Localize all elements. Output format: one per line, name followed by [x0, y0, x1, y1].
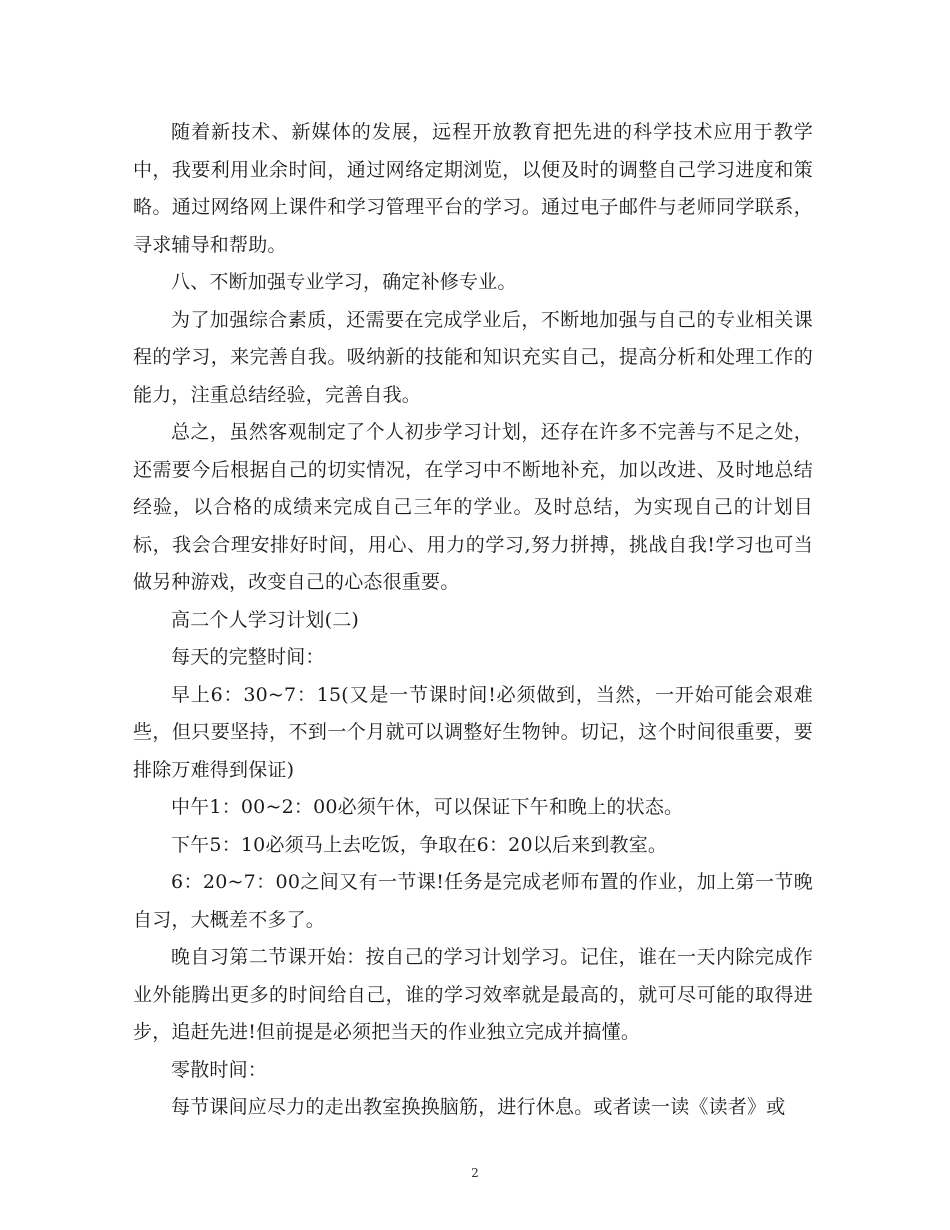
- paragraph-spare-time-heading: 零散时间：: [171, 1058, 268, 1081]
- paragraph-evening-self-study: 晚自习第二节课开始：按自己的学习计划学习。记住，谁在一天内除完成作业外能腾出更多的时间给自己，谁的学习效率就是最高的，就可尽可能的取得进步，追赶先进!但前提是必须把当天的作业独立完成并搞懂。: [133, 946, 813, 1043]
- paragraph-daily-time-heading: 每天的完整时间：: [171, 646, 325, 668]
- paragraph-plan-title: 高二个人学习计划(二): [171, 608, 360, 631]
- paragraph-evening-class: 6：20~7：00之间又有一节课!任务是完成老师布置的作业，加上第一节晚自习，大概差不多了。: [133, 871, 813, 931]
- document-body: [133, 114, 813, 1127]
- paragraph-afternoon: 下午5：10必须马上去吃饭，争取在6：20以后来到教室。: [171, 833, 668, 856]
- paragraph-heading-eight: 八、不断加强专业学习，确定补修专业。: [171, 271, 517, 293]
- paragraph-comprehensive-quality: 为了加强综合素质，还需要在完成学业后，不断地加强与自己的专业相关课程的学习，来完善自我。吸纳新的技能和知识充实自己，提高分析和处理工作的能力，注重总结经验，完善自我。: [133, 308, 813, 406]
- paragraph-summary: 总之，虽然客观制定了个人初步学习计划，还存在许多不完善与不足之处，还需要今后根据自己的切实情况，在学习中不断地补充，加以改进、及时地总结经验，以合格的成绩来完成自己三年的学业。及时总结，为实现自己的计划目标，我会合理安排好时间，用心、用力的学习,努力拼搏，挑战自我!学习也可当做另种游戏，改变自己的心态很重要。: [133, 421, 813, 593]
- page-number: 2: [471, 1166, 479, 1180]
- paragraph-distance-education: 随着新技术、新媒体的发展，远程开放教育把先进的科学技术应用于教学中，我要利用业余时间，通过网络定期浏览，以便及时的调整自己学习进度和策略。通过网络网上课件和学习管理平台的学习。通过电子邮件与老师同学联系，寻求辅导和帮助。: [133, 121, 813, 256]
- paragraph-morning: 早上6：30~7：15(又是一节课时间!必须做到，当然，一开始可能会艰难些，但只要坚持，不到一个月就可以调整好生物钟。切记，这个时间很重要，要排除万难得到保证): [133, 683, 813, 781]
- paragraph-noon: 中午1：00~2：00必须午休，可以保证下午和晚上的状态。: [171, 796, 684, 818]
- paragraph-between-classes: 每节课间应尽力的走出教室换换脑筋，进行休息。或者读一读《读者》或: [171, 1096, 786, 1118]
